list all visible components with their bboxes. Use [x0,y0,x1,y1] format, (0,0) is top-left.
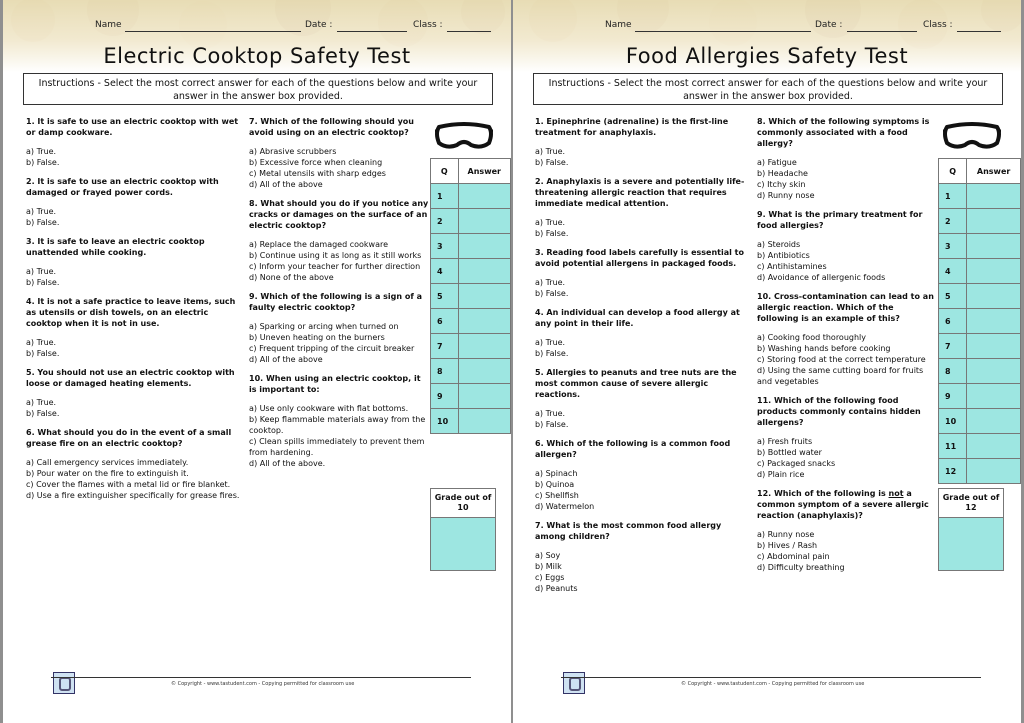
question-block [535,116,747,176]
question-text: 10. Cross-contamination can lead to an allergic reaction. Which of the following is an example of this? [757,292,934,323]
question-block [535,438,747,520]
answer-cell[interactable] [458,284,510,309]
answer-option: c) Cover the flames with a metal lid or fire blanket. [26,480,231,489]
answer-option: b) False. [26,158,60,167]
question-text [757,488,937,521]
answer-option: a) True. [26,338,57,347]
question-block [757,209,937,291]
spacer [249,283,429,291]
answer-option: a) True. [26,267,57,276]
answer-option: a) True. [26,207,57,216]
answer-option: b) Milk [535,562,562,571]
answer-option: b) False. [26,349,60,358]
question-number: 8 [939,359,967,384]
grade-total: 12 [965,503,977,512]
answer-option: d) All of the above [249,355,323,364]
answer-option: b) False. [535,158,569,167]
answer-option: d) Avoidance of allergenic foods [757,273,886,282]
date-label: Date : [305,20,333,30]
question-text: 5. Allergies to peanuts and tree nuts are the most common cause of severe allergic reactions. [535,368,737,399]
answer-option: c) Metal utensils with sharp edges [249,169,386,178]
answer-cell[interactable] [458,209,510,234]
question-number: 2 [939,209,967,234]
q-column-header: Q [939,159,967,184]
spacer [757,324,937,332]
answer-option: d) All of the above [249,180,323,189]
answer-row [939,434,1021,459]
answer-option: d) Using the same cutting board for fruits and vegetables [757,366,924,386]
grade-label: Grade out of 12 [939,489,1003,517]
answer-column-header: Answer [967,159,1021,184]
spacer [757,521,937,529]
question-block [535,176,747,247]
answer-option: d) None of the above [249,273,334,282]
spacer [535,460,747,468]
spacer [535,299,747,307]
class-label: Class : [413,20,443,30]
questions-column-2 [757,116,937,581]
question-number: 10 [431,409,459,434]
spacer [535,512,747,520]
answer-option: d) Peanuts [535,584,578,593]
question-number: 5 [431,284,459,309]
spacer [757,149,937,157]
instructions-box: Instructions - Select the most correct answer for each of the questions below and write your answer in the answer box provided. [23,73,493,105]
question-block [26,236,241,296]
answer-option: a) Use only cookware with flat bottoms. [249,404,409,413]
answer-option: d) All of the above. [249,459,326,468]
spacer [535,542,747,550]
answer-table-header [939,159,1021,184]
spacer [757,428,937,436]
answer-cell[interactable] [967,284,1021,309]
answer-option: a) Sparking or arcing when turned on [249,322,399,331]
answer-option: c) Frequent tripping of the circuit breaker [249,344,415,353]
answer-option: a) Fatigue [757,158,797,167]
question-block [757,116,937,209]
answer-option: c) Itchy skin [757,180,806,189]
question-number: 9 [431,384,459,409]
answer-option: c) Abdominal pain [757,552,830,561]
footer-line [51,677,471,678]
answer-row [431,259,511,284]
answer-option: b) Washing hands before cooking [757,344,891,353]
spacer [757,231,937,239]
answer-option: a) True. [535,278,566,287]
answer-option: b) False. [535,289,569,298]
question-number: 5 [939,284,967,309]
name-label: Name [95,20,122,30]
answer-cell[interactable] [458,409,510,434]
answer-cell[interactable] [967,184,1021,209]
spacer [249,190,429,198]
answer-option: d) Difficulty breathing [757,563,845,572]
answer-option: a) Cooking food thoroughly [757,333,866,342]
footer-line [561,677,981,678]
class-label: Class : [923,20,953,30]
question-block [757,488,937,581]
copyright-text: © Copyright - www.tastudent.com - Copying permitted for classroom use [171,681,355,687]
copyright-text: © Copyright - www.tastudent.com - Copying permitted for classroom use [681,681,865,687]
spacer [757,480,937,488]
answer-option: b) False. [26,218,60,227]
answer-row [939,234,1021,259]
worksheet-page-food-allergies [513,0,1021,723]
spacer [26,449,241,457]
answer-row [939,334,1021,359]
grade-box [938,488,1004,571]
answer-option: a) Abrasive scrubbers [249,147,337,156]
question-number: 12 [939,459,967,484]
safety-goggles-icon [433,119,495,153]
spacer [757,387,937,395]
question-number: 6 [939,309,967,334]
answer-option: b) Bottled water [757,448,822,457]
header-banner [3,0,511,72]
answer-option: b) Headache [757,169,808,178]
spacer [757,283,937,291]
spacer [26,228,241,236]
question-number: 2 [431,209,459,234]
grade-input[interactable] [431,517,495,570]
answer-column-header: Answer [458,159,510,184]
answer-table-header [431,159,511,184]
answer-option: c) Storing food at the correct temperature [757,355,926,364]
answer-row [431,409,511,434]
answer-option: a) Soy [535,551,561,560]
name-field[interactable] [125,31,301,32]
answer-table [430,158,511,434]
answer-option: d) Runny nose [757,191,815,200]
spacer [26,419,241,427]
answer-option: b) False. [26,409,60,418]
name-label: Name [605,20,632,30]
answer-row [939,409,1021,434]
answer-row [939,309,1021,334]
question-text: 3. Reading food labels carefully is essential to avoid potential allergens in packaged foods. [535,248,744,268]
answer-row [431,284,511,309]
question-text: 4. It is not a safe practice to leave items, such as utensils or dish towels, on an electric cooktop when it is not in use. [26,297,236,328]
answer-cell[interactable] [458,359,510,384]
answer-option: a) True. [535,409,566,418]
spacer [26,359,241,367]
answer-option: a) Fresh fruits [757,437,813,446]
question-block [26,116,241,176]
instructions-box: Instructions - Select the most correct answer for each of the questions below and write your answer in the answer box provided. [533,73,1003,105]
question-block [535,247,747,307]
spacer [249,138,429,146]
answer-option: b) Quinoa [535,480,575,489]
answer-option: b) False. [535,229,569,238]
date-field[interactable] [847,31,917,32]
question-text: 3. It is safe to leave an electric cooktop unattended while cooking. [26,237,205,257]
site-logo-icon [53,672,75,694]
question-number: 3 [939,234,967,259]
answer-cell[interactable] [967,359,1021,384]
spacer [535,239,747,247]
answer-row [939,209,1021,234]
spacer [535,329,747,337]
answer-option: b) Pour water on the fire to extinguish it. [26,469,189,478]
spacer [26,389,241,397]
spacer [26,258,241,266]
question-number: 4 [431,259,459,284]
q-column-header: Q [431,159,459,184]
answer-cell[interactable] [458,334,510,359]
spacer [535,168,747,176]
grade-input[interactable] [939,517,1003,570]
spacer [26,198,241,206]
spacer [535,138,747,146]
question-number: 7 [431,334,459,359]
question-number: 1 [431,184,459,209]
answer-option: b) Uneven heating on the burners [249,333,385,342]
answer-option: a) True. [535,147,566,156]
answer-row [431,359,511,384]
spacer [757,201,937,209]
answer-option: b) False. [26,278,60,287]
spacer [757,573,937,581]
questions-column-2 [249,116,429,477]
answer-option: a) Runny nose [757,530,815,539]
name-field[interactable] [635,31,811,32]
answer-option: a) True. [26,398,57,407]
answer-option: c) Inform your teacher for further direction [249,262,421,271]
answer-cell[interactable] [967,434,1021,459]
question-number: 11 [939,434,967,459]
spacer [249,395,429,403]
answer-option: b) False. [535,420,569,429]
answer-option: a) Replace the damaged cookware [249,240,389,249]
answer-cell[interactable] [967,459,1021,484]
answer-cell[interactable] [967,334,1021,359]
question-block [757,291,937,395]
answer-cell[interactable] [967,209,1021,234]
answer-option: c) Antihistamines [757,262,827,271]
date-field[interactable] [337,31,407,32]
answer-row [939,359,1021,384]
answer-option: c) Packaged snacks [757,459,836,468]
answer-option: a) Call emergency services immediately. [26,458,189,467]
question-block [26,427,241,509]
question-text: 5. You should not use an electric cooktop with loose or damaged heating elements. [26,368,235,388]
question-block [249,291,429,373]
answer-option: a) True. [535,218,566,227]
question-text: 4. An individual can develop a food allergy at any point in their life. [535,308,740,328]
question-text: 1. It is safe to use an electric cooktop with wet or damp cookware. [26,117,239,137]
question-text: 9. What is the primary treatment for food allergies? [757,210,923,230]
question-number: 9 [939,384,967,409]
answer-option: d) Watermelon [535,502,595,511]
answer-option: a) True. [26,147,57,156]
answer-row [939,384,1021,409]
grade-total: 10 [457,503,469,512]
answer-cell[interactable] [458,259,510,284]
spacer [535,400,747,408]
spacer [535,594,747,602]
question-text: 7. What is the most common food allergy among children? [535,521,722,541]
question-text-part: 12. Which of the following is [757,489,889,498]
spacer [535,209,747,217]
question-text-part: a common symptom of a severe allergic reaction (anaphylaxis)? [757,489,929,520]
answer-row [431,209,511,234]
site-logo-icon [563,672,585,694]
answer-option: b) Keep flammable materials away from the cooktop. [249,415,426,435]
question-block [535,367,747,438]
spacer [249,231,429,239]
answer-cell[interactable] [458,309,510,334]
answer-cell[interactable] [967,259,1021,284]
spacer [535,359,747,367]
question-block [26,367,241,427]
question-text: 6. Which of the following is a common food allergen? [535,439,731,459]
answer-row [431,234,511,259]
question-text: 2. It is safe to use an electric cooktop with damaged or frayed power cords. [26,177,219,197]
questions-column-1 [26,116,241,509]
page-title: Electric Cooktop Safety Test [103,44,411,68]
answer-cell[interactable] [967,384,1021,409]
answer-cell[interactable] [967,409,1021,434]
answer-row [939,459,1021,484]
question-block [249,373,429,477]
spacer [249,313,429,321]
spacer [26,168,241,176]
answer-option: d) Plain rice [757,470,805,479]
answer-option: a) Spinach [535,469,578,478]
question-text: 8. What should you do if you notice any cracks or damages on the surface of an electric cooktop? [249,199,429,230]
class-field[interactable] [447,31,491,32]
question-block [249,116,429,198]
answer-option: a) True. [535,338,566,347]
spacer [249,365,429,373]
answer-cell[interactable] [967,309,1021,334]
question-block [26,176,241,236]
spacer [535,269,747,277]
page-title: Food Allergies Safety Test [625,44,909,68]
question-number: 7 [939,334,967,359]
answer-table [938,158,1021,484]
grade-box [430,488,496,571]
question-text: 1. Epinephrine (adrenaline) is the first-line treatment for anaphylaxis. [535,117,729,137]
answer-option: b) False. [535,349,569,358]
answer-cell[interactable] [967,234,1021,259]
worksheet-page-electric-cooktop [3,0,511,723]
question-block [535,307,747,367]
answer-option: b) Hives / Rash [757,541,818,550]
question-number: 10 [939,409,967,434]
answer-row [939,284,1021,309]
answer-row [939,184,1021,209]
answer-option: b) Continue using it as long as it still works [249,251,422,260]
spacer [26,501,241,509]
spacer [26,329,241,337]
answer-cell[interactable] [458,234,510,259]
question-number: 1 [939,184,967,209]
answer-cell[interactable] [458,384,510,409]
answer-row [431,334,511,359]
answer-option: d) Use a fire extinguisher specifically for grease fires. [26,491,240,500]
answer-option: c) Clean spills immediately to prevent them from hardening. [249,437,425,457]
answer-row [431,184,511,209]
question-emphasis: not [888,489,904,498]
class-field[interactable] [957,31,1001,32]
answer-row [431,384,511,409]
answer-option: a) Steroids [757,240,801,249]
question-number: 8 [431,359,459,384]
answer-option: c) Eggs [535,573,565,582]
question-text: 7. Which of the following should you avoid using on an electric cooktop? [249,117,414,137]
question-number: 4 [939,259,967,284]
question-number: 3 [431,234,459,259]
answer-row [431,309,511,334]
answer-option: b) Excessive force when cleaning [249,158,383,167]
question-block [26,296,241,367]
spacer [249,469,429,477]
question-block [535,520,747,602]
question-text: 9. Which of the following is a sign of a faulty electric cooktop? [249,292,423,312]
spacer [26,138,241,146]
date-label: Date : [815,20,843,30]
questions-column-1 [535,116,747,602]
question-block [249,198,429,291]
question-text: 2. Anaphylaxis is a severe and potentially life-threatening allergic reaction that requires immediate medical attention. [535,177,745,208]
answer-cell[interactable] [458,184,510,209]
answer-option: b) Antibiotics [757,251,810,260]
answer-option: c) Shellfish [535,491,579,500]
question-number: 6 [431,309,459,334]
header-banner [513,0,1021,72]
safety-goggles-icon [941,119,1003,153]
question-text: 8. Which of the following symptoms is commonly associated with a food allergy? [757,117,930,148]
spacer [535,430,747,438]
spacer [26,288,241,296]
grade-label: Grade out of 10 [431,489,495,517]
question-text: 6. What should you do in the event of a small grease fire on an electric cooktop? [26,428,232,448]
answer-row [939,259,1021,284]
question-text: 10. When using an electric cooktop, it is important to: [249,374,421,394]
question-text: 11. Which of the following food products commonly contains hidden allergens? [757,396,921,427]
question-block [757,395,937,488]
